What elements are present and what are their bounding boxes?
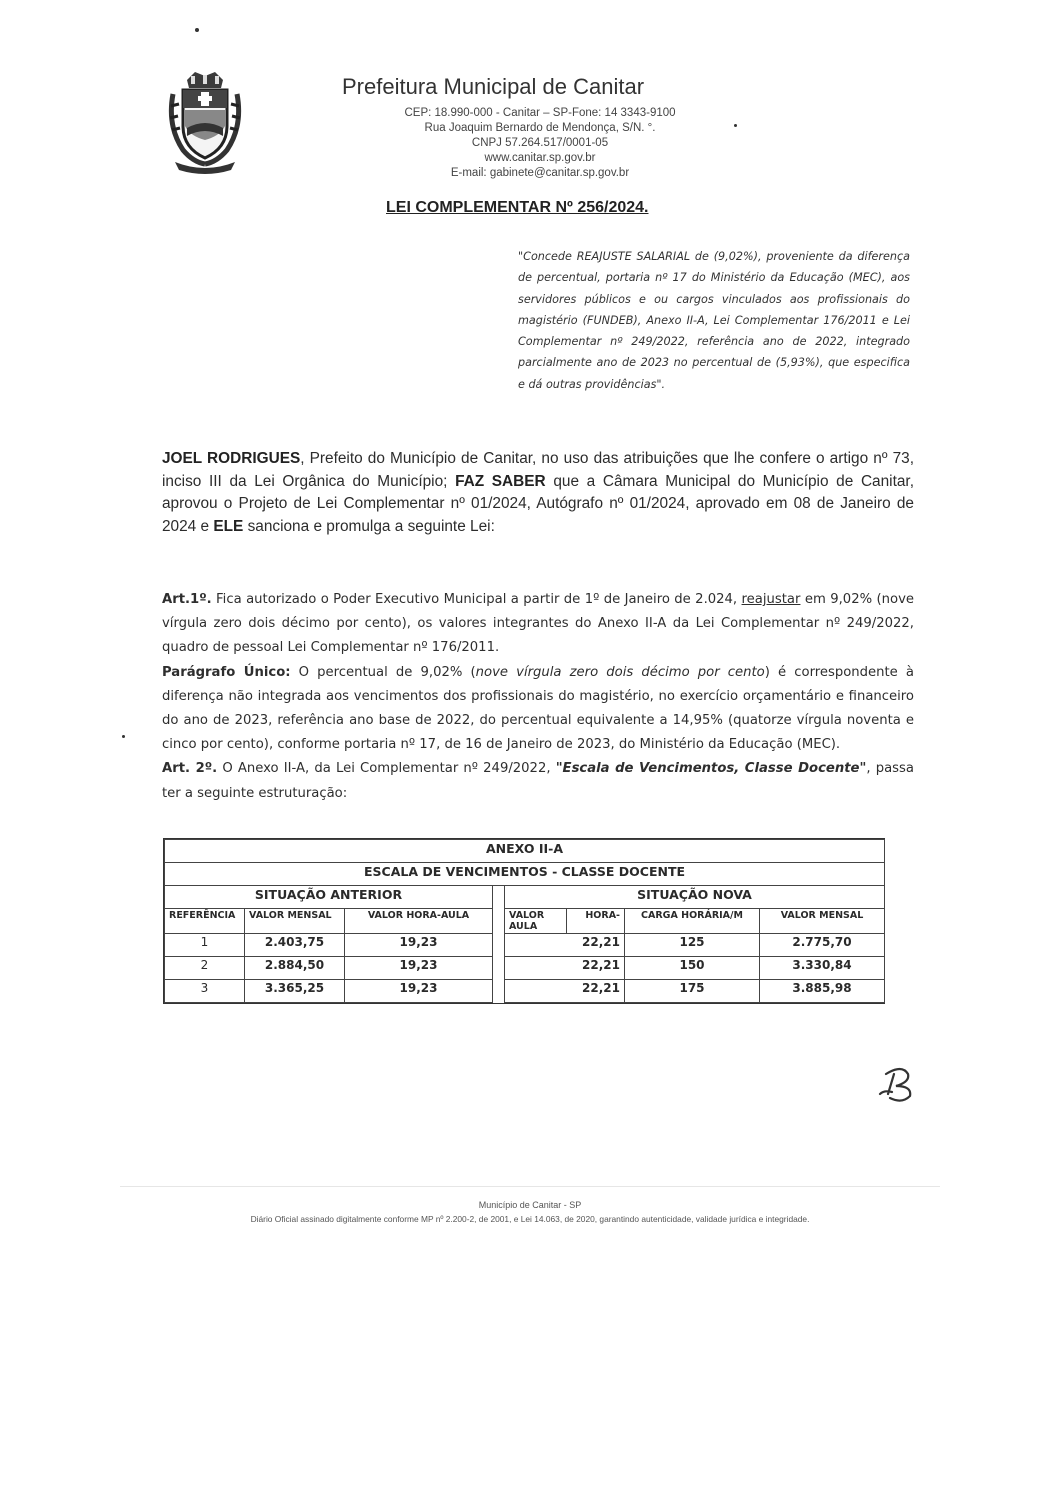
letterhead-line: Rua Joaquim Bernardo de Mendonça, S/N. °.: [424, 122, 656, 134]
hora-aula-cell: 19,23: [345, 957, 493, 980]
article-text: , passa ter a seguinte estruturação:: [162, 761, 914, 801]
nova-mensal-cell: 3.330,84: [760, 957, 885, 980]
nova-hora-cell: 22,21: [505, 980, 625, 1003]
column-header: VALOR MENSAL: [245, 909, 345, 934]
law-articles: [162, 588, 914, 806]
article-label: Art. 2º.: [162, 761, 218, 777]
article-2: [162, 757, 914, 805]
footer-legal-note: Diário Oficial assinado digitalmente conforme MP nº 2.200-2, de 2001, e Lei 14.063, de 2020, garantindo autenticidade, validade jurídica e integridade.: [250, 1214, 810, 1224]
column-header: HORA-: [567, 909, 625, 934]
letterhead: [330, 74, 750, 181]
valor-mensal-cell: 3.365,25: [245, 980, 345, 1003]
article-quote: "Escala de Vencimentos, Classe Docente": [555, 761, 867, 777]
law-title: LEI COMPLEMENTAR Nº 256/2024.: [386, 199, 649, 216]
law-summary: "Concede REAJUSTE SALARIAL de (9,02%), proveniente da diferença de percentual, portaria nº 17 do Ministério da Educação (MEC), aos servidores públicos e ou cargos vinculados aos profissionais do magistério (FUNDEB), Anexo II-A, Lei Complementar 176/2011 e Lei Complementar nº 249/2022, referência ano de 2022, integrado parcialmente ano de 2023 no percentual de (5,93%), que especifica e dá outras providências".: [518, 250, 910, 391]
column-gap: [493, 909, 505, 934]
salary-table: [163, 838, 885, 1004]
left-section-header: SITUAÇÃO ANTERIOR: [165, 886, 493, 909]
faz-saber: FAZ SABER: [455, 472, 546, 490]
nova-mensal-cell: 3.885,98: [760, 980, 885, 1003]
table-subtitle: ESCALA DE VENCIMENTOS - CLASSE DOCENTE: [165, 863, 885, 886]
carga-cell: 125: [625, 934, 760, 957]
letterhead-line: CNPJ 57.264.517/0001-05: [471, 137, 609, 149]
carga-cell: 175: [625, 980, 760, 1003]
preamble-text: sanciona e promulga a seguinte Lei:: [243, 517, 495, 535]
table-row: [165, 934, 885, 957]
preamble: [162, 448, 914, 538]
org-name: Prefeitura Municipal de Canitar: [342, 74, 645, 99]
paragraph-text: O percentual de 9,02% (: [290, 664, 476, 680]
ref-cell: 3: [165, 980, 245, 1003]
paragraph-label: Parágrafo Único:: [162, 664, 291, 680]
column-header: REFERÊNCIA: [165, 909, 245, 934]
table-title: ANEXO II-A: [165, 840, 885, 863]
column-gap: [493, 957, 505, 980]
paragraph-text: ) é correspondente à diferença não integrada aos vencimentos dos profissionais do magistério, no exercício orçamentário e financeiro do ano de 2023, referência ano base de 2022, do percentual equivalente a 14,95% (quatorze vírgula noventa e cinco por cento), conforme portaria nº 17, de 16 de Janeiro de 2023, do Ministério da Educação (MEC).: [162, 664, 914, 753]
column-gap: [493, 980, 505, 1003]
preamble-text: , Prefeito do Município de Canitar, no uso das atribuições que lhe confere o artigo nº 73, inciso III da Lei Orgânica do Município;: [162, 450, 914, 490]
footer-municipality: Município de Canitar - SP: [478, 1200, 582, 1210]
article-1: [162, 588, 914, 661]
mayor-name: JOEL RODRIGUES: [162, 450, 301, 467]
table-row: [165, 957, 885, 980]
article-text: Fica autorizado o Poder Executivo Municipal a partir de 1º de Janeiro de 2.024,: [211, 592, 742, 607]
ref-cell: 1: [165, 934, 245, 957]
nova-mensal-cell: 2.775,70: [760, 934, 885, 957]
column-gap: [493, 934, 505, 957]
article-text: em 9,02% (nove vírgula zero dois décimo por cento), os valores integrantes do Anexo II-A da Lei Complementar nº 249/2022, quadro de pessoal Lei Complementar nº 176/2011.: [162, 592, 915, 656]
valor-mensal-cell: 2.884,50: [245, 957, 345, 980]
column-header: VALOR MENSAL: [760, 909, 885, 934]
article-text: O Anexo II-A, da Lei Complementar nº 249/2022,: [217, 761, 556, 777]
paragrafo-unico: [162, 661, 914, 758]
scan-speck: [122, 735, 125, 738]
footer-divider: [120, 1186, 940, 1187]
right-section-header: SITUAÇÃO NOVA: [505, 886, 885, 909]
letterhead-line: E-mail: gabinete@canitar.sp.gov.br: [450, 167, 630, 179]
scan-speck: [195, 28, 199, 32]
preamble-text: que a Câmara Municipal do Município de Canitar, aprovou o Projeto de Lei Complementar nº 01/2024, Autógrafo nº 01/2024, aprovado em 08 de Janeiro de 2024 e: [162, 472, 914, 535]
valor-mensal-cell: 2.403,75: [245, 934, 345, 957]
article-underlined: reajustar: [741, 592, 801, 607]
ref-cell: 2: [165, 957, 245, 980]
nova-hora-cell: 22,21: [505, 934, 625, 957]
paragraph-italic: nove vírgula zero dois décimo por cento: [475, 664, 765, 680]
ele-word: ELE: [213, 517, 244, 535]
signature-initials-icon: [872, 1064, 920, 1104]
letterhead-line: www.canitar.sp.gov.br: [484, 152, 596, 164]
municipal-crest-icon: [165, 66, 245, 176]
column-header: VALOR AULA: [505, 909, 567, 934]
article-label: Art.1º.: [162, 592, 212, 607]
column-header: CARGA HORÁRIA/M: [625, 909, 760, 934]
column-header: VALOR HORA-AULA: [345, 909, 493, 934]
carga-cell: 150: [625, 957, 760, 980]
letterhead-line: CEP: 18.990-000 - Canitar – SP-Fone: 14 3343-9100: [404, 107, 676, 119]
hora-aula-cell: 19,23: [345, 980, 493, 1003]
table-row: [165, 980, 885, 1003]
nova-hora-cell: 22,21: [505, 957, 625, 980]
hora-aula-cell: 19,23: [345, 934, 493, 957]
column-gap: [493, 886, 505, 909]
